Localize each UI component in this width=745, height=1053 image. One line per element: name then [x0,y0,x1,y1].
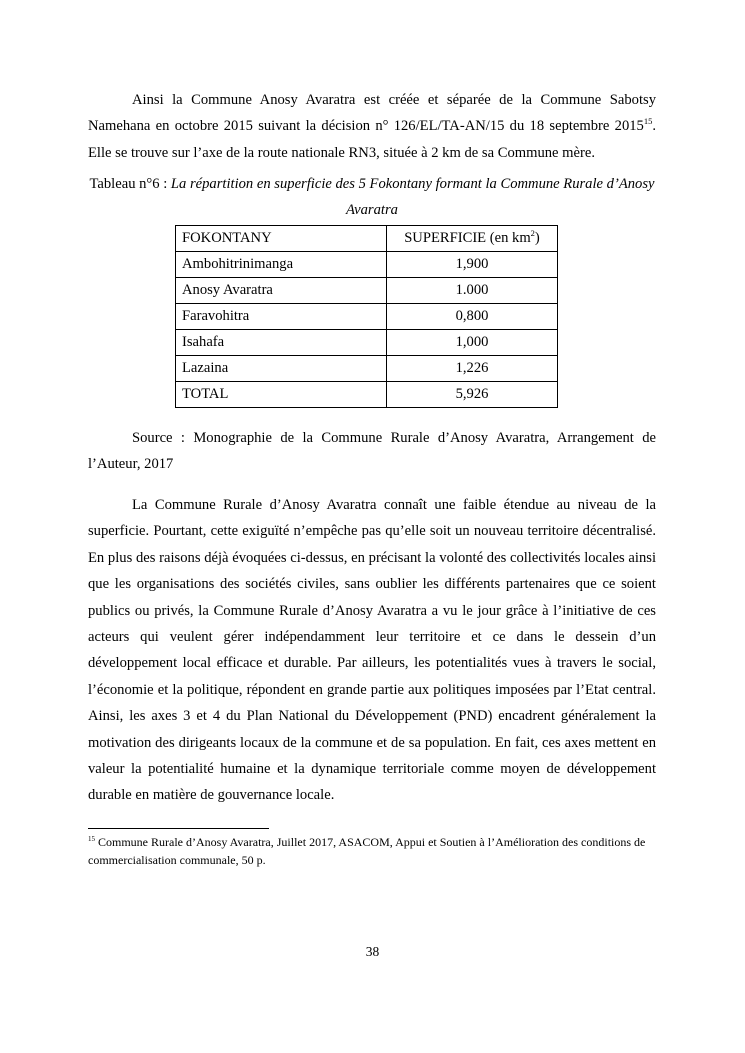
intro-paragraph-text-end: . Elle se trouve sur l’axe de la route nationale RN3, située à 2 km de sa Commune mère. [88,118,656,161]
column-header-superficie [387,226,558,252]
table-caption-label: Tableau n°6 : [89,176,171,192]
total-area: 5,926 [387,382,558,408]
fokontany-name: Lazaina [176,356,387,382]
footnote [88,833,656,869]
source-note-text: Source : Monographie de la Commune Rurale d’Anosy Avaratra, Arrangement de l’Auteur, 2017 [88,430,656,473]
fokontany-name: Faravohitra [176,304,387,330]
table-caption [88,171,656,224]
fokontany-area: 1,000 [387,330,558,356]
table-row [176,330,558,356]
body-paragraph-text: La Commune Rurale d’Anosy Avaratra connaît une faible étendue au niveau de la superficie. Pourtant, cette exiguïté n’empêche pas qu’elle soit un nouveau territoire décentralisé. En plus des raisons déjà évoquées ci-dessus, en précisant la volonté des collectivités locales ainsi que les organisations des sociétés civiles, sans oublier les différents partenaires que ce soient publics ou privés, la Commune Rurale d’Anosy Avaratra a vu le jour grâce à l’initiative de ces acteurs qui veulent gérer indépendamment leur territoire et ce dans le dessein d’un développement local efficace et durable. Par ailleurs, les potentialités vues à travers le social, l’économie et la politique, répondent en grande partie aux politiques imposées par l’Etat central. Ainsi, les axes 3 et 4 du Plan National du Développement (PND) encadrent généralement la motivation des dirigeants locaux de la commune et de sa population. En fait, ces axes mettent en valeur la potentialité humaine et la dynamique territoriale comme moyen de développement durable en matière de gouvernance locale. [88,497,656,804]
table-total-row [176,382,558,408]
column-header-superficie-close: ) [534,230,540,246]
table-row [176,278,558,304]
total-label: TOTAL [176,382,387,408]
fokontany-name: Isahafa [176,330,387,356]
intro-paragraph [88,87,656,166]
fokontany-area: 0,800 [387,304,558,330]
source-note [88,425,656,478]
fokontany-name: Ambohitrinimanga [176,252,387,278]
fokontany-area: 1.000 [387,278,558,304]
footnote-separator [88,828,269,829]
table-row [176,304,558,330]
page-number: 38 [365,944,380,959]
body-paragraph [88,492,656,809]
fokontany-area: 1,226 [387,356,558,382]
fokontany-name: Anosy Avaratra [176,278,387,304]
footnote-number: 15 [88,835,95,843]
table-row [176,252,558,278]
table-header-row [176,226,558,252]
intro-paragraph-text: Ainsi la Commune Anosy Avaratra est créée et séparée de la Commune Sabotsy Namehana en octobre 2015 suivant la décision n° 126/EL/TA-AN/15 du 18 septembre 2015 [88,92,656,135]
column-header-superficie-text: SUPERFICIE (en km [404,230,531,246]
fokontany-area: 1,900 [387,252,558,278]
footnote-text: Commune Rurale d’Anosy Avaratra, Juillet 2017, ASACOM, Appui et Soutien à l’Amélioration des conditions de commercialisation communale, 50 p. [88,835,646,867]
fokontany-table [175,225,558,408]
footnote-reference[interactable]: 15 [643,116,653,127]
unit-exponent: 2 [530,228,535,239]
table-caption-title: La répartition en superficie des 5 Fokontany formant la Commune Rurale d’Anosy Avaratra [170,176,655,219]
column-header-fokontany: FOKONTANY [176,226,387,252]
table-row [176,356,558,382]
